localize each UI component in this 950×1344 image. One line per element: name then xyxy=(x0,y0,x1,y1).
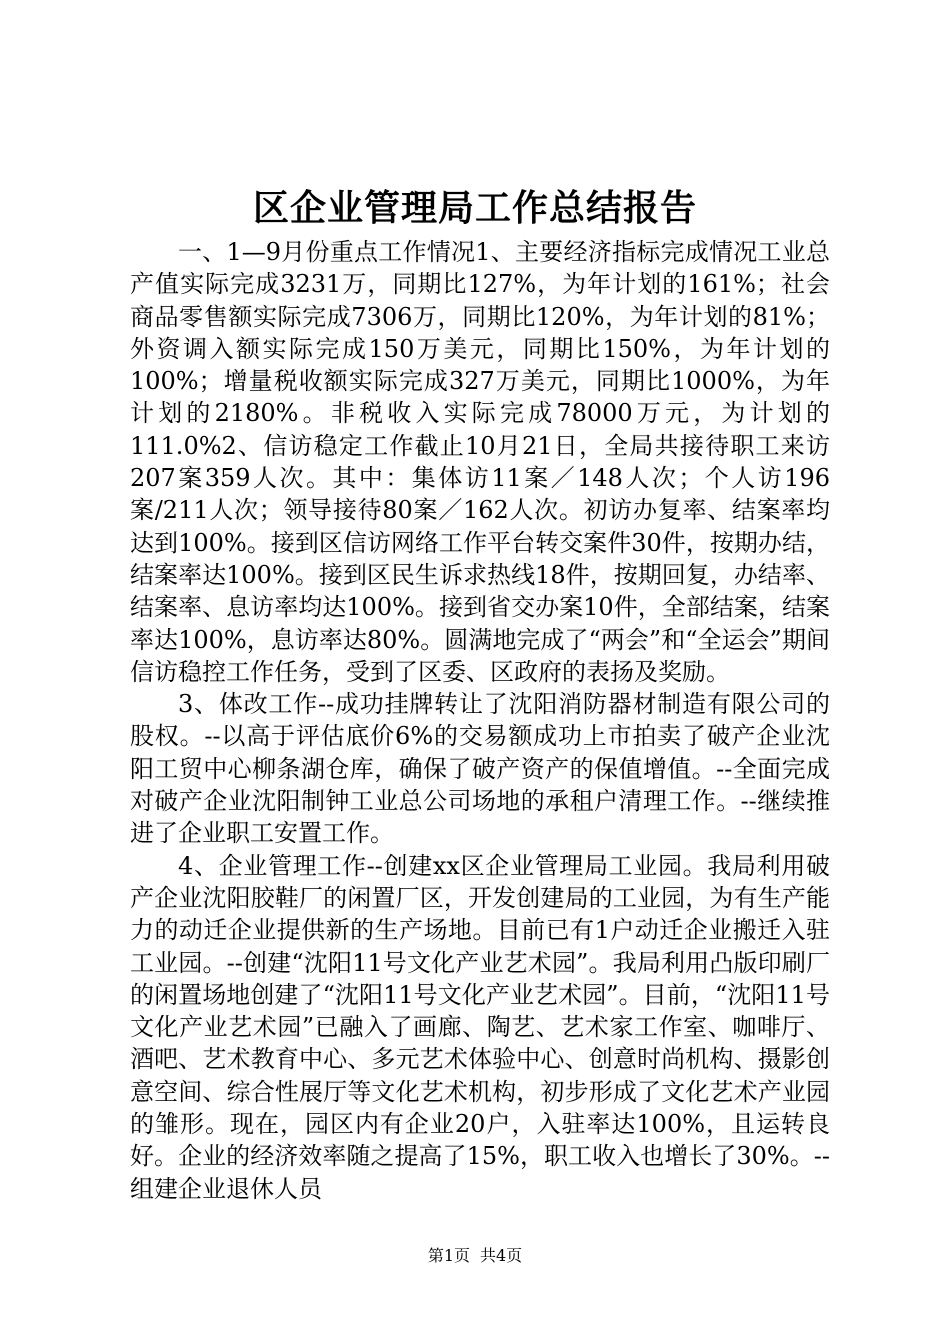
paragraph-system-reform: 3、体改工作--成功挂牌转让了沈阳消防器材制造有限公司的股权。--以高于评估底价6%的交易额成功上市拍卖了破产企业沈阳工贸中心柳条湖仓库，确保了破产资产的保值增值。--全面完成对破产企业沈阳制钟工业总公司场地的承租户清理工作。--继续推进了企业职工安置工作。 xyxy=(130,690,830,848)
paragraph-key-work: 一、1—9月份重点工作情况1、主要经济指标完成情况工业总产值实际完成3231万，同期比127%，为年计划的161%；社会商品零售额实际完成7306万，同期比120%，为年计划的81%；外资调入额实际完成150万美元，同期比150%，为年计划的100%；增量税收额实际完成327万美元，同期比1000%，为年计划的2180%。非税收入实际完成78000万元，为计划的111.0%2、信访稳定工作截止10月21日，全局共接待职工来访207案359人次。其中：集体访11案／148人次；个人访196案/211人次；领导接待80案／162人次。初访办复率、结案率均达到100%。接到区信访网络工作平台转交案件30件，按期办结，结案率达100%。接到区民生诉求热线18件，按期回复，办结率、结案率、息访率均达100%。接到省交办案10件，全部结案，结案率达100%，息访率达80%。圆满地完成了“两会”和“全运会”期间信访稳控工作任务，受到了区委、区政府的表扬及奖励。 xyxy=(130,238,830,686)
document-body xyxy=(130,236,830,1205)
page-total: 共4页 xyxy=(480,1246,523,1265)
page-number: 第1页 xyxy=(427,1246,470,1265)
document-title: 区企业管理局工作总结报告 xyxy=(252,187,697,229)
paragraph-enterprise-management: 4、企业管理工作--创建xx区企业管理局工业园。我局利用破产企业沈阳胶鞋厂的闲置厂区，开发创建局的工业园，为有生产能力的动迁企业提供新的生产场地。目前已有1户动迁企业搬迁入驻工业园。--创建“沈阳11号文化产业艺术园”。我局利用凸版印刷厂的闲置场地创建了“沈阳11号文化产业艺术园”。目前，“沈阳11号文化产业艺术园”已融入了画廊、陶艺、艺术家工作室、咖啡厅、酒吧、艺术教育中心、多元艺术体验中心、创意时尚机构、摄影创意空间、综合性展厅等文化艺术机构，初步形成了文化艺术产业园的雏形。现在，园区内有企业20户，入驻率达100%，且运转良好。企业的经济效率随之提高了15%，职工收入也增长了30%。--组建企业退休人员 xyxy=(130,851,830,1203)
page-footer xyxy=(0,1245,950,1267)
